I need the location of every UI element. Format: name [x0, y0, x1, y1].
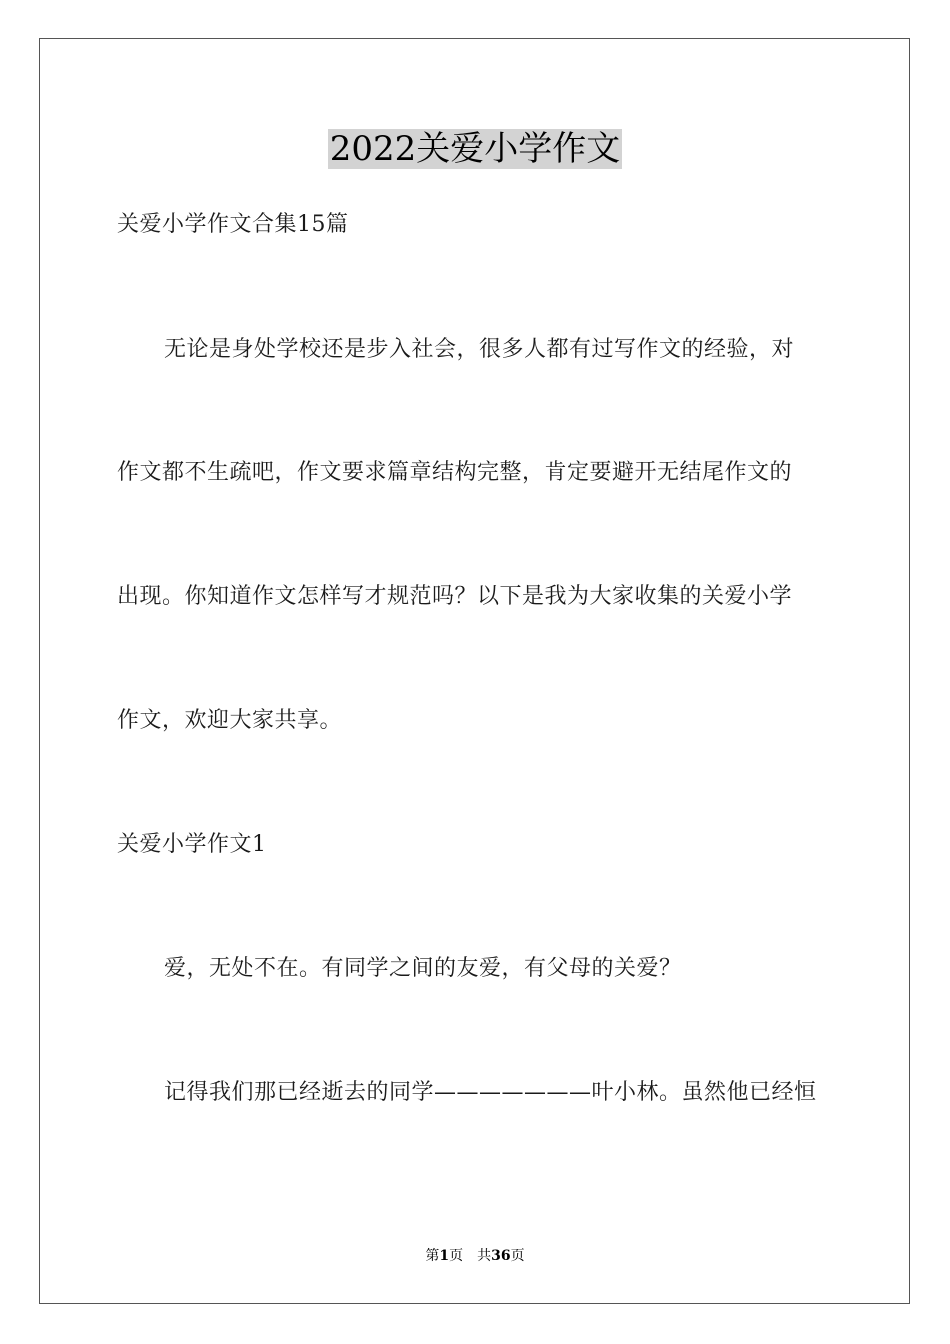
section-heading: 关爱小学作文1 [117, 832, 267, 857]
document-subtitle: 关爱小学作文合集15篇 [117, 212, 349, 237]
page-footer [0, 1246, 950, 1266]
paragraph-line: 作文都不生疏吧，作文要求篇章结构完整，肯定要避开无结尾作文的 [117, 460, 793, 485]
footer-page-prefix: 第 [425, 1248, 440, 1264]
document-title-text: 2022关爱小学作文 [329, 129, 621, 169]
footer-total-prefix: 共 [477, 1248, 492, 1264]
footer-page-suffix: 页 [449, 1248, 464, 1264]
document-title [0, 124, 950, 174]
paragraph-line: 记得我们那已经逝去的同学———————叶小林。虽然他已经恒 [164, 1080, 817, 1105]
footer-total-suffix: 页 [510, 1248, 525, 1264]
paragraph-line: 出现。你知道作文怎样写才规范吗？以下是我为大家收集的关爱小学 [117, 584, 793, 609]
footer-total-pages: 36 [491, 1248, 511, 1264]
paragraph-line: 无论是身处学校还是步入社会，很多人都有过写作文的经验，对 [164, 337, 795, 362]
footer-page-number: 1 [439, 1248, 450, 1264]
paragraph-line: 作文，欢迎大家共享。 [117, 708, 343, 733]
paragraph-line: 爱，无处不在。有同学之间的友爱，有父母的关爱？ [164, 956, 682, 981]
